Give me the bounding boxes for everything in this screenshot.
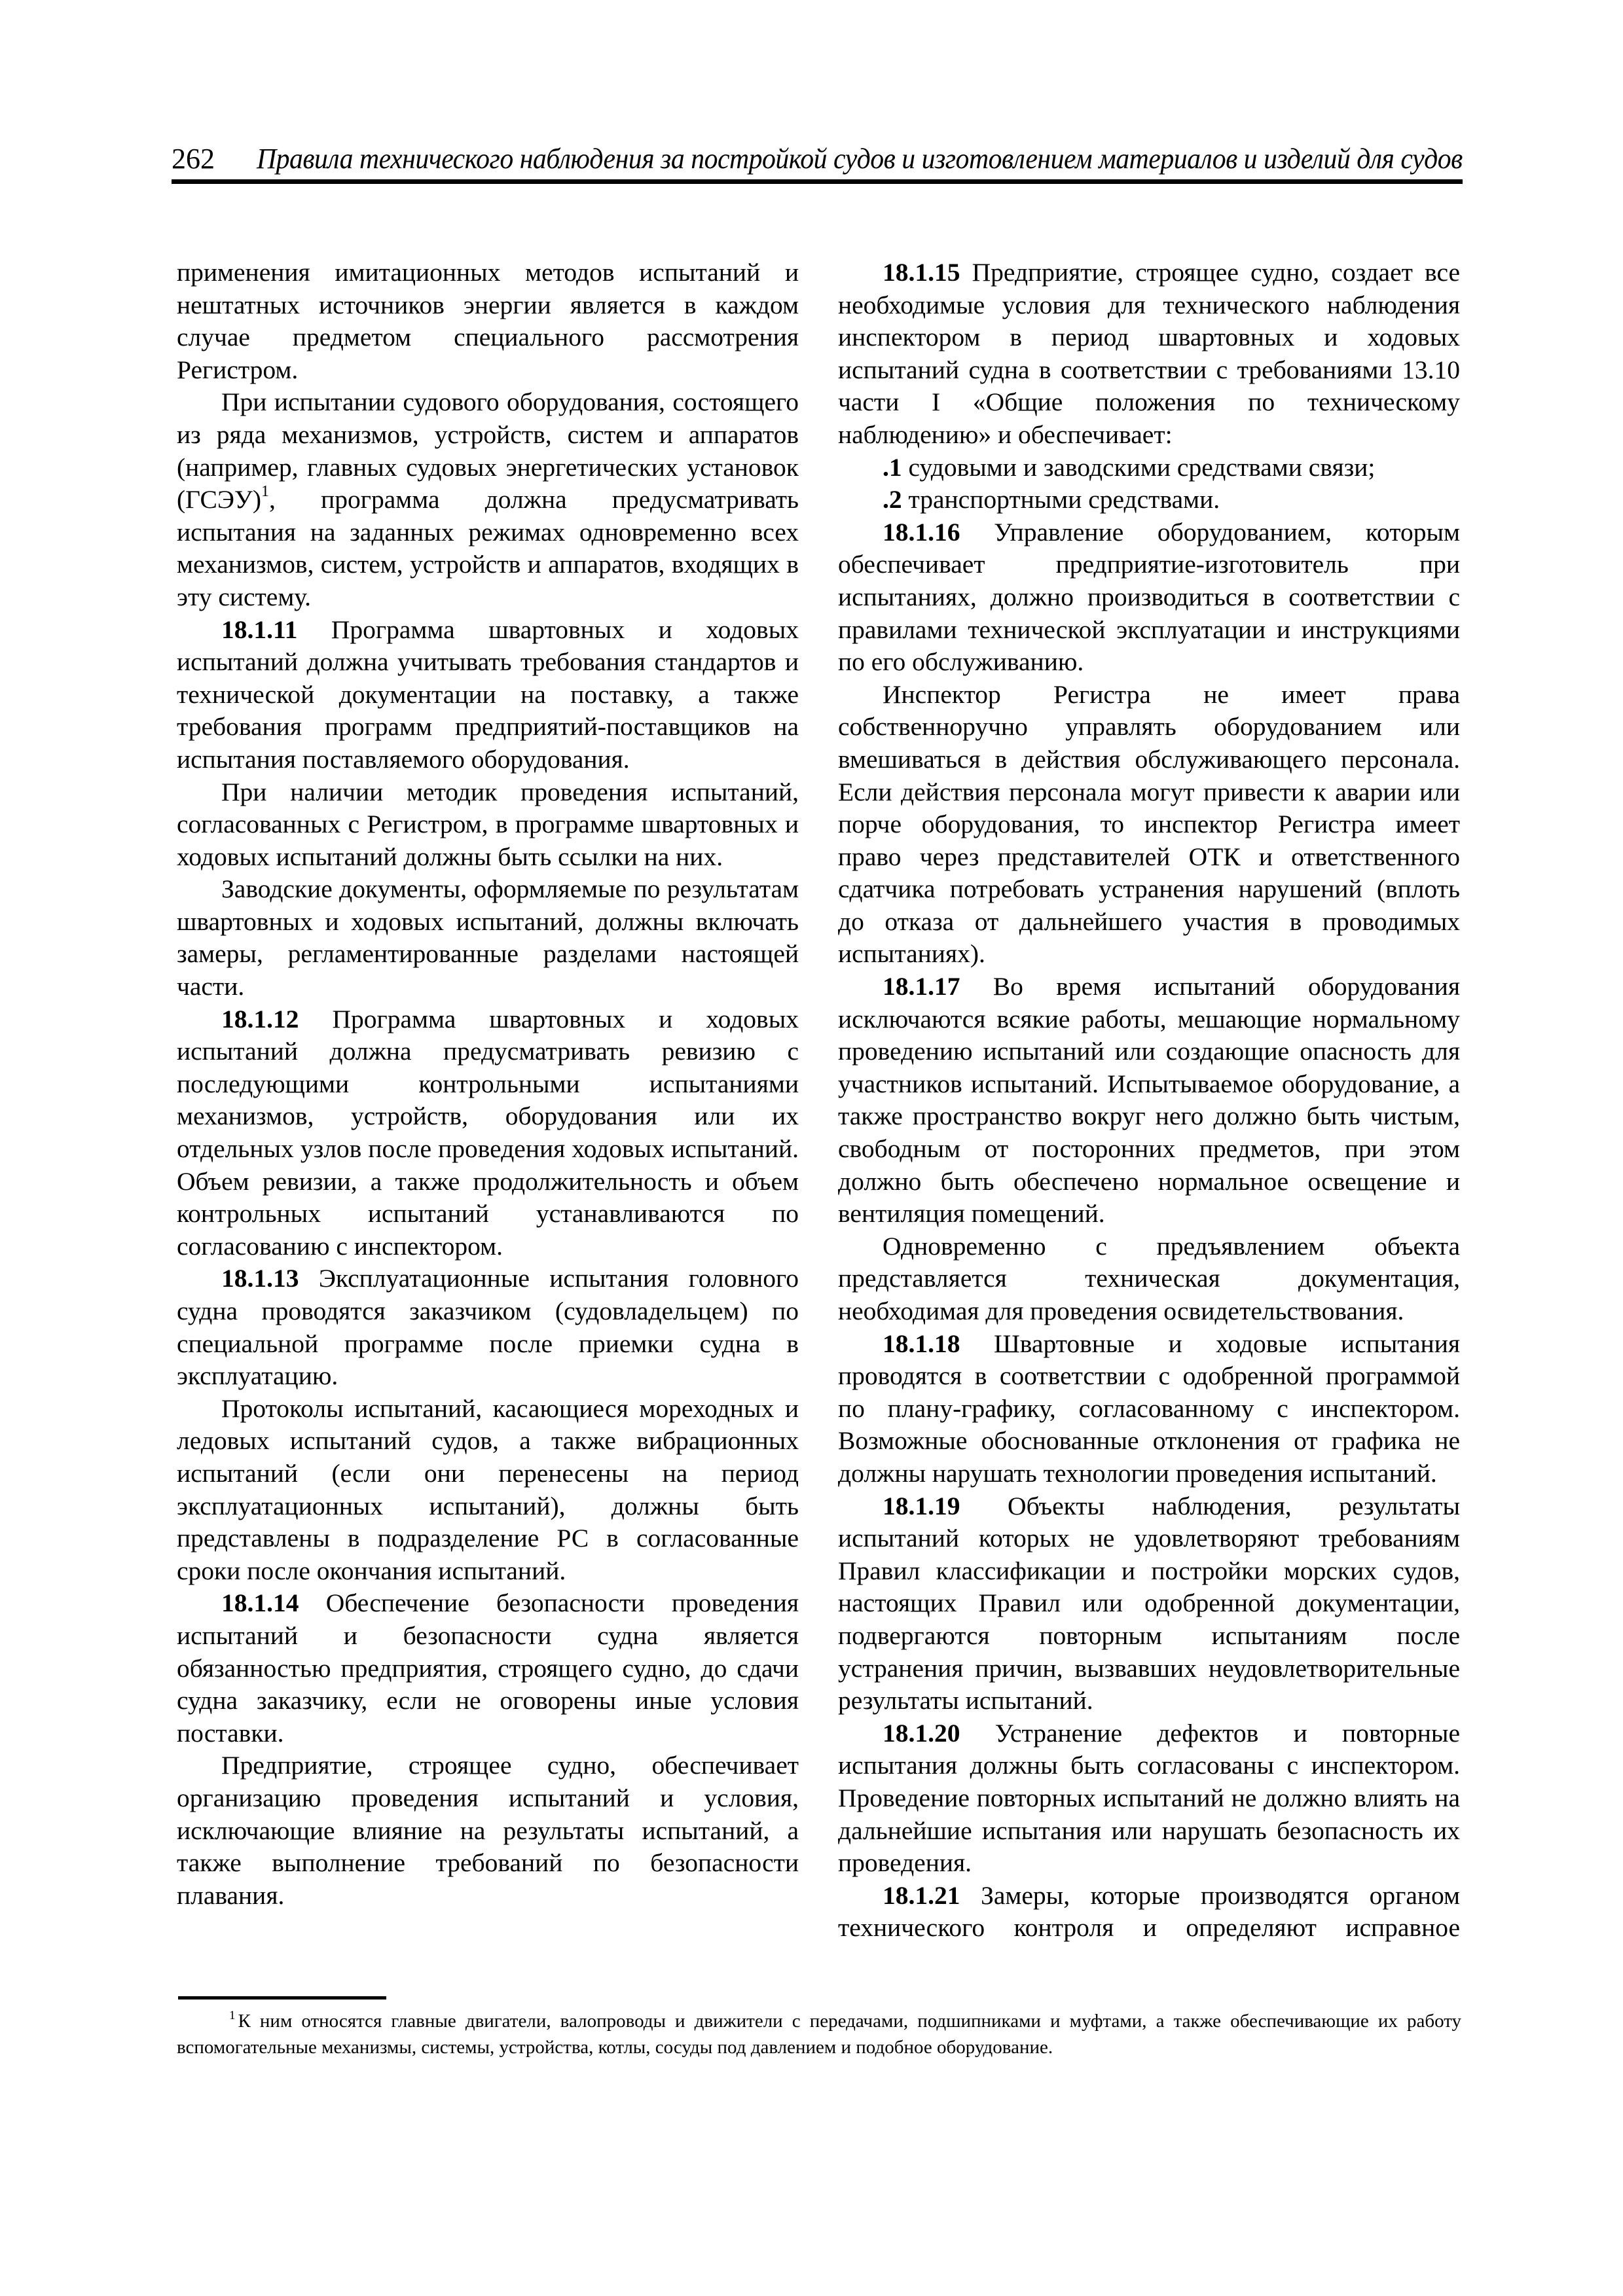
- section-paragraph: [838, 484, 1460, 516]
- section-paragraph: [838, 1717, 1460, 1880]
- section-number: 18.1.17: [883, 972, 960, 1001]
- paragraph-text: Во время испытаний оборудования исключаются всякие работы, мешающие нормальному проведению испытаний или создающие опасность для участников испытаний. Испытываемое оборудование, а также пространство вокруг него должно быть чистым, свободным от посторонних предметов, при этом должно быть обеспечено нормальное освещение и вентиляция помещений.: [838, 972, 1461, 1229]
- paragraph-text: Заводские документы, оформляемые по результатам швартовных и ходовых испытаний, должны включать замеры, регламентированные разделами настоящей части.: [177, 874, 799, 1001]
- paragraph-text: Программа швартовных и ходовых испытаний должна предусматривать ревизию с последующими контрольными испытаниями механизмов, устройств, оборудования или их отдельных узлов после проведения ходовых испытаний. Объем ревизии, а также продолжительность и объем контрольных испытаний устанавливаются по согласованию с инспектором.: [177, 1004, 799, 1261]
- section-paragraph: [838, 516, 1460, 679]
- paragraph-text: Управление оборудованием, которым обеспечивает предприятие-изготовитель при испытаниях, должно производиться в соответствии с правилами технической эксплуатации и инструкциями по его обслуживанию.: [838, 517, 1460, 677]
- paragraph-text: Эксплуатационные испытания головного судна проводятся заказчиком (судовладельцем) по специальной программе после приемки судна в эксплуатацию.: [177, 1264, 799, 1391]
- section-number: .1: [883, 452, 902, 482]
- section-number: 18.1.16: [883, 517, 960, 547]
- running-title: Правила технического наблюдения за постройкой судов и изготовлением материалов и изделий для судов: [257, 143, 1463, 175]
- footnote-marker: 1: [229, 2009, 236, 2022]
- section-paragraph: [838, 257, 1460, 452]
- section-number: 18.1.15: [883, 258, 960, 287]
- right-column: [838, 257, 1460, 1945]
- paragraph-text: При испытании судового оборудования, состоящего из ряда механизмов, устройств, систем и аппаратов (например, главных судовых энергетических установок (ГСЭУ): [177, 387, 799, 514]
- section-number: 18.1.21: [883, 1880, 960, 1910]
- paragraph: [177, 1749, 799, 1912]
- section-number: 18.1.12: [221, 1004, 299, 1033]
- paragraph: [177, 257, 799, 386]
- footnote-separator: [178, 1996, 386, 2000]
- section-paragraph: [838, 452, 1460, 484]
- section-number: 18.1.18: [883, 1329, 960, 1358]
- paragraph: [177, 1393, 799, 1588]
- section-paragraph: [838, 1880, 1460, 1945]
- paragraph-text: Замеры, которые производятся органом технического контроля и определяют исправное: [838, 1880, 1460, 1943]
- paragraph: [838, 679, 1460, 971]
- paragraph-text: Одновременно с предъявлением объекта представляется техническая документация, необходимая для проведения освидетельствования.: [838, 1231, 1460, 1325]
- paragraph-text: Программа швартовных и ходовых испытаний должна учитывать требования стандартов и технической документации на поставку, а также требования программ предприятий-поставщиков на испытания поставляемого оборудования.: [177, 615, 799, 774]
- paragraph-text: транспортными средствами.: [908, 485, 1220, 514]
- paragraph-text: , программа должна предусматривать испытания на заданных режимах одновременно всех механизмов, систем, устройств и аппаратов, входящих в эту систему.: [177, 485, 799, 611]
- section-number: 18.1.14: [221, 1588, 299, 1618]
- paragraph-text: применения имитационных методов испытаний и нештатных источников энергии является в каждом случае предметом специального рассмотрения Регистром.: [177, 258, 799, 384]
- paragraph: [177, 873, 799, 1003]
- paragraph-text: Устранение дефектов и повторные испытания должны быть согласованы с инспектором. Проведение повторных испытаний не должно влиять на дальнейшие испытания или нарушать безопасность их проведения.: [838, 1718, 1460, 1878]
- paragraph-text: Предприятие, строящее судно, обеспечивает организацию проведения испытаний и условия, исключающие влияние на результаты испытаний, а также выполнение требований по безопасности плавания.: [177, 1751, 799, 1910]
- section-paragraph: [177, 614, 799, 776]
- page-number: 262: [172, 143, 215, 175]
- left-column: [177, 257, 799, 1912]
- paragraph: [177, 776, 799, 874]
- paragraph: [177, 386, 799, 613]
- paragraph-text: Швартовные и ходовые испытания проводятся в соответствии с одобренной программой по плану-графику, согласованному с инспектором. Возможные обоснованные отклонения от графика не должны нарушать технологии проведения испытаний.: [838, 1329, 1461, 1488]
- paragraph-text: Инспектор Регистра не имеет права собственноручно управлять оборудованием или вмешиваться в действия обслуживающего персонала. Если действия персонала могут привести к аварии или порче оборудования, то инспектор Регистра имеет право через представителей ОТК и ответственного сдатчика потребовать устранения нарушений (вплоть до отказа от дальнейшего участия в проводимых испытаниях).: [838, 679, 1460, 969]
- paragraph: [838, 1230, 1460, 1328]
- section-number: 18.1.20: [883, 1718, 960, 1748]
- footnote-reference[interactable]: 1: [261, 483, 270, 501]
- section-number: 18.1.19: [883, 1491, 960, 1520]
- section-paragraph: [177, 1263, 799, 1392]
- section-number: 18.1.11: [221, 615, 298, 644]
- header-rule: [172, 179, 1463, 184]
- paragraph-text: При наличии методик проведения испытаний, согласованных с Регистром, в программе швартовных и ходовых испытаний должны быть ссылки на них.: [177, 777, 799, 871]
- paragraph-text: Протоколы испытаний, касающиеся мореходных и ледовых испытаний судов, а также вибрационных испытаний (если они перенесены на период эксплуатационных испытаний), должны быть представлены в подразделение РС в согласованные сроки после окончания испытаний.: [177, 1393, 799, 1585]
- section-paragraph: [838, 971, 1460, 1230]
- section-number: .2: [883, 485, 902, 514]
- paragraph-text: Объекты наблюдения, результаты испытаний которых не удовлетворяют требованиям Правил классификации и постройки морских судов, настоящих Правил или одобренной документации, подвергаются повторным испытаниям после устранения причин, вызвавших неудовлетворительные результаты испытаний.: [838, 1491, 1460, 1715]
- section-number: 18.1.13: [221, 1264, 299, 1293]
- paragraph-text: судовыми и заводскими средствами связи;: [908, 452, 1376, 482]
- footnote-text: К ним относятся главные двигатели, валопроводы и движители с передачами, подшипниками и муфтами, а также обеспечивающие их работу вспомогательные механизмы, системы, устройства, котлы, сосуды под давлением и подобное оборудование.: [177, 2011, 1461, 2058]
- paragraph-text: Предприятие, строящее судно, создает все необходимые условия для технического наблюдения инспектором в период швартовных и ходовых испытаний судна в соответствии с требованиями 13.10 части I «Общие положения по техническому наблюдению» и обеспечивает:: [838, 258, 1460, 449]
- section-paragraph: [177, 1003, 799, 1263]
- section-paragraph: [838, 1328, 1460, 1490]
- section-paragraph: [838, 1490, 1460, 1717]
- section-paragraph: [177, 1587, 799, 1749]
- paragraph-text: Обеспечение безопасности проведения испытаний и безопасности судна является обязанностью предприятия, строящего судно, до сдачи судна заказчику, если не оговорены иные условия поставки.: [177, 1588, 799, 1748]
- page-header: [172, 139, 1463, 179]
- footnote: [177, 2008, 1461, 2060]
